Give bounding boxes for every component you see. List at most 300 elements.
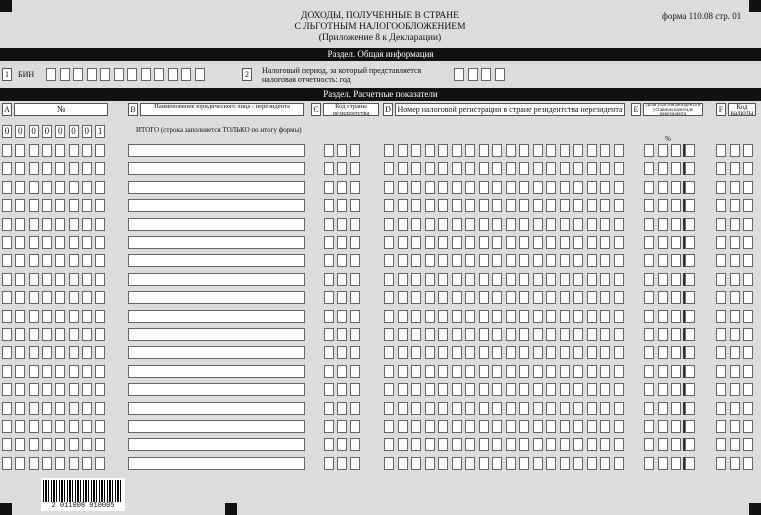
- country-code-cell[interactable]: [337, 438, 347, 451]
- registration-number-cell[interactable]: [384, 457, 394, 470]
- registration-number-cell[interactable]: [384, 273, 394, 286]
- registration-number-cell[interactable]: [452, 254, 462, 267]
- country-code-cell[interactable]: [324, 181, 334, 194]
- row-number-cell[interactable]: [82, 273, 92, 286]
- registration-number-cell[interactable]: [573, 383, 583, 396]
- row-number-cell[interactable]: [15, 365, 25, 378]
- registration-number-cell[interactable]: [546, 273, 556, 286]
- currency-code-cell[interactable]: [743, 420, 753, 433]
- registration-number-cell[interactable]: [600, 328, 610, 341]
- row-number-cell[interactable]: [2, 254, 12, 267]
- registration-number-cell[interactable]: [479, 144, 489, 157]
- country-code-cell[interactable]: [337, 457, 347, 470]
- registration-number-cell[interactable]: [438, 273, 448, 286]
- row-number-cell[interactable]: [2, 328, 12, 341]
- registration-number-cell[interactable]: [411, 383, 421, 396]
- country-code-cell[interactable]: [337, 328, 347, 341]
- share-percent-cell[interactable]: [685, 236, 695, 249]
- country-code-cell[interactable]: [350, 273, 360, 286]
- registration-number-cell[interactable]: [533, 310, 543, 323]
- registration-number-cell[interactable]: [533, 346, 543, 359]
- share-percent-cell[interactable]: [644, 144, 654, 157]
- currency-code-cell[interactable]: [730, 365, 740, 378]
- country-code-cell[interactable]: [324, 144, 334, 157]
- share-percent-cell[interactable]: [658, 162, 668, 175]
- row-number-cell[interactable]: [2, 218, 12, 231]
- registration-number-cell[interactable]: [465, 328, 475, 341]
- registration-number-cell[interactable]: [384, 438, 394, 451]
- currency-code-cell[interactable]: [743, 383, 753, 396]
- share-percent-cell[interactable]: [644, 457, 654, 470]
- row-number-cell[interactable]: [69, 402, 79, 415]
- bin-digit-cell[interactable]: [127, 68, 137, 81]
- registration-number-cell[interactable]: [452, 438, 462, 451]
- row-number-cell[interactable]: [55, 402, 65, 415]
- registration-number-cell[interactable]: [519, 273, 529, 286]
- row-number-cell[interactable]: [82, 218, 92, 231]
- row-number-cell[interactable]: [95, 310, 105, 323]
- nonresident-name-field[interactable]: [128, 218, 305, 231]
- registration-number-cell[interactable]: [465, 346, 475, 359]
- row-number-cell[interactable]: [15, 273, 25, 286]
- row-number-cell[interactable]: [2, 291, 12, 304]
- registration-number-cell[interactable]: [519, 218, 529, 231]
- currency-code-cell[interactable]: [743, 402, 753, 415]
- country-code-cell[interactable]: [337, 181, 347, 194]
- row-number-cell[interactable]: [55, 199, 65, 212]
- registration-number-cell[interactable]: [614, 402, 624, 415]
- row-number-cell[interactable]: [55, 457, 65, 470]
- share-percent-cell[interactable]: [685, 273, 695, 286]
- row-number-cell[interactable]: [95, 236, 105, 249]
- share-percent-cell[interactable]: [685, 402, 695, 415]
- registration-number-cell[interactable]: [600, 254, 610, 267]
- share-percent-cell[interactable]: [685, 328, 695, 341]
- registration-number-cell[interactable]: [398, 236, 408, 249]
- row-number-cell[interactable]: [42, 162, 52, 175]
- registration-number-cell[interactable]: [614, 162, 624, 175]
- registration-number-cell[interactable]: [506, 181, 516, 194]
- currency-code-cell[interactable]: [730, 236, 740, 249]
- registration-number-cell[interactable]: [600, 310, 610, 323]
- share-percent-cell[interactable]: [658, 291, 668, 304]
- share-percent-cell[interactable]: [658, 254, 668, 267]
- currency-code-cell[interactable]: [743, 199, 753, 212]
- share-percent-cell[interactable]: [644, 218, 654, 231]
- registration-number-cell[interactable]: [438, 328, 448, 341]
- registration-number-cell[interactable]: [384, 144, 394, 157]
- nonresident-name-field[interactable]: [128, 438, 305, 451]
- country-code-cell[interactable]: [324, 365, 334, 378]
- currency-code-cell[interactable]: [743, 291, 753, 304]
- registration-number-cell[interactable]: [546, 254, 556, 267]
- row-number-cell[interactable]: [2, 310, 12, 323]
- share-percent-cell[interactable]: [671, 402, 681, 415]
- row-number-cell[interactable]: [42, 236, 52, 249]
- registration-number-cell[interactable]: [438, 420, 448, 433]
- registration-number-cell[interactable]: [587, 383, 597, 396]
- row-number-cell[interactable]: [29, 144, 39, 157]
- registration-number-cell[interactable]: [492, 291, 502, 304]
- country-code-cell[interactable]: [324, 310, 334, 323]
- row-number-cell[interactable]: [95, 420, 105, 433]
- registration-number-cell[interactable]: [465, 144, 475, 157]
- share-percent-cell[interactable]: [644, 365, 654, 378]
- country-code-cell[interactable]: [337, 383, 347, 396]
- registration-number-cell[interactable]: [506, 310, 516, 323]
- country-code-cell[interactable]: [350, 402, 360, 415]
- row-number-cell[interactable]: [95, 254, 105, 267]
- country-code-cell[interactable]: [337, 365, 347, 378]
- currency-code-cell[interactable]: [730, 144, 740, 157]
- row-number-cell[interactable]: [55, 236, 65, 249]
- country-code-cell[interactable]: [337, 402, 347, 415]
- registration-number-cell[interactable]: [614, 218, 624, 231]
- registration-number-cell[interactable]: [614, 310, 624, 323]
- share-percent-cell[interactable]: [658, 181, 668, 194]
- registration-number-cell[interactable]: [438, 346, 448, 359]
- country-code-cell[interactable]: [350, 438, 360, 451]
- row-number-cell[interactable]: [2, 181, 12, 194]
- currency-code-cell[interactable]: [716, 199, 726, 212]
- registration-number-cell[interactable]: [519, 346, 529, 359]
- registration-number-cell[interactable]: [519, 291, 529, 304]
- registration-number-cell[interactable]: [425, 420, 435, 433]
- row-number-cell[interactable]: [2, 162, 12, 175]
- registration-number-cell[interactable]: [600, 383, 610, 396]
- share-percent-cell[interactable]: [671, 162, 681, 175]
- currency-code-cell[interactable]: [743, 218, 753, 231]
- registration-number-cell[interactable]: [465, 218, 475, 231]
- registration-number-cell[interactable]: [614, 346, 624, 359]
- row-number-cell[interactable]: [95, 402, 105, 415]
- registration-number-cell[interactable]: [506, 328, 516, 341]
- country-code-cell[interactable]: [350, 310, 360, 323]
- currency-code-cell[interactable]: [730, 438, 740, 451]
- registration-number-cell[interactable]: [425, 438, 435, 451]
- nonresident-name-field[interactable]: [128, 420, 305, 433]
- registration-number-cell[interactable]: [398, 365, 408, 378]
- share-percent-cell[interactable]: [658, 457, 668, 470]
- currency-code-cell[interactable]: [716, 310, 726, 323]
- row-number-cell[interactable]: [29, 254, 39, 267]
- registration-number-cell[interactable]: [587, 144, 597, 157]
- currency-code-cell[interactable]: [730, 218, 740, 231]
- registration-number-cell[interactable]: [546, 236, 556, 249]
- registration-number-cell[interactable]: [438, 365, 448, 378]
- country-code-cell[interactable]: [324, 199, 334, 212]
- row-number-cell[interactable]: [95, 218, 105, 231]
- registration-number-cell[interactable]: [425, 218, 435, 231]
- registration-number-cell[interactable]: [506, 273, 516, 286]
- nonresident-name-field[interactable]: [128, 383, 305, 396]
- registration-number-cell[interactable]: [533, 254, 543, 267]
- registration-number-cell[interactable]: [533, 365, 543, 378]
- row-number-cell[interactable]: [55, 181, 65, 194]
- share-percent-cell[interactable]: [644, 420, 654, 433]
- registration-number-cell[interactable]: [492, 218, 502, 231]
- bin-digit-cell[interactable]: [100, 68, 110, 81]
- registration-number-cell[interactable]: [506, 254, 516, 267]
- registration-number-cell[interactable]: [492, 457, 502, 470]
- registration-number-cell[interactable]: [560, 144, 570, 157]
- registration-number-cell[interactable]: [384, 236, 394, 249]
- registration-number-cell[interactable]: [425, 457, 435, 470]
- registration-number-cell[interactable]: [492, 438, 502, 451]
- row-number-cell[interactable]: [2, 402, 12, 415]
- registration-number-cell[interactable]: [587, 457, 597, 470]
- registration-number-cell[interactable]: [398, 346, 408, 359]
- row-number-cell[interactable]: [82, 162, 92, 175]
- row-number-cell[interactable]: [29, 310, 39, 323]
- registration-number-cell[interactable]: [438, 291, 448, 304]
- registration-number-cell[interactable]: [479, 346, 489, 359]
- share-percent-cell[interactable]: [658, 218, 668, 231]
- row-number-cell[interactable]: [82, 346, 92, 359]
- registration-number-cell[interactable]: [425, 402, 435, 415]
- row-number-cell[interactable]: [15, 420, 25, 433]
- share-percent-cell[interactable]: [644, 438, 654, 451]
- country-code-cell[interactable]: [337, 273, 347, 286]
- country-code-cell[interactable]: [324, 457, 334, 470]
- row-number-cell[interactable]: [69, 291, 79, 304]
- registration-number-cell[interactable]: [573, 144, 583, 157]
- row-number-cell[interactable]: [2, 144, 12, 157]
- registration-number-cell[interactable]: [438, 144, 448, 157]
- country-code-cell[interactable]: [337, 199, 347, 212]
- share-percent-cell[interactable]: [658, 402, 668, 415]
- registration-number-cell[interactable]: [492, 383, 502, 396]
- row-number-cell[interactable]: [29, 402, 39, 415]
- registration-number-cell[interactable]: [479, 273, 489, 286]
- registration-number-cell[interactable]: [479, 181, 489, 194]
- row-number-cell[interactable]: [95, 162, 105, 175]
- row-number-cell[interactable]: [82, 199, 92, 212]
- share-percent-cell[interactable]: [671, 310, 681, 323]
- row-number-cell[interactable]: [15, 310, 25, 323]
- registration-number-cell[interactable]: [452, 365, 462, 378]
- row-number-cell[interactable]: [15, 218, 25, 231]
- country-code-cell[interactable]: [337, 162, 347, 175]
- share-percent-cell[interactable]: [671, 181, 681, 194]
- row-number-cell[interactable]: [82, 310, 92, 323]
- registration-number-cell[interactable]: [573, 199, 583, 212]
- registration-number-cell[interactable]: [465, 383, 475, 396]
- registration-number-cell[interactable]: [438, 199, 448, 212]
- registration-number-cell[interactable]: [519, 402, 529, 415]
- registration-number-cell[interactable]: [425, 346, 435, 359]
- share-percent-cell[interactable]: [685, 181, 695, 194]
- registration-number-cell[interactable]: [479, 438, 489, 451]
- country-code-cell[interactable]: [337, 254, 347, 267]
- registration-number-cell[interactable]: [411, 438, 421, 451]
- registration-number-cell[interactable]: [519, 144, 529, 157]
- row-number-cell[interactable]: [82, 420, 92, 433]
- share-percent-cell[interactable]: [644, 310, 654, 323]
- registration-number-cell[interactable]: [384, 402, 394, 415]
- currency-code-cell[interactable]: [716, 346, 726, 359]
- registration-number-cell[interactable]: [425, 254, 435, 267]
- share-percent-cell[interactable]: [685, 254, 695, 267]
- registration-number-cell[interactable]: [519, 254, 529, 267]
- registration-number-cell[interactable]: [560, 328, 570, 341]
- registration-number-cell[interactable]: [452, 273, 462, 286]
- registration-number-cell[interactable]: [384, 420, 394, 433]
- registration-number-cell[interactable]: [452, 310, 462, 323]
- registration-number-cell[interactable]: [479, 365, 489, 378]
- currency-code-cell[interactable]: [743, 310, 753, 323]
- registration-number-cell[interactable]: [546, 310, 556, 323]
- currency-code-cell[interactable]: [743, 181, 753, 194]
- bin-digit-cell[interactable]: [73, 68, 83, 81]
- row-number-cell[interactable]: [2, 457, 12, 470]
- registration-number-cell[interactable]: [519, 310, 529, 323]
- registration-number-cell[interactable]: [452, 328, 462, 341]
- country-code-cell[interactable]: [350, 144, 360, 157]
- registration-number-cell[interactable]: [492, 162, 502, 175]
- registration-number-cell[interactable]: [438, 383, 448, 396]
- row-number-cell[interactable]: [42, 328, 52, 341]
- registration-number-cell[interactable]: [384, 383, 394, 396]
- share-percent-cell[interactable]: [644, 273, 654, 286]
- registration-number-cell[interactable]: [425, 328, 435, 341]
- country-code-cell[interactable]: [350, 181, 360, 194]
- registration-number-cell[interactable]: [560, 199, 570, 212]
- currency-code-cell[interactable]: [730, 402, 740, 415]
- registration-number-cell[interactable]: [465, 310, 475, 323]
- country-code-cell[interactable]: [350, 383, 360, 396]
- registration-number-cell[interactable]: [519, 438, 529, 451]
- bin-digit-cell[interactable]: [195, 68, 205, 81]
- registration-number-cell[interactable]: [465, 236, 475, 249]
- registration-number-cell[interactable]: [452, 199, 462, 212]
- registration-number-cell[interactable]: [519, 162, 529, 175]
- registration-number-cell[interactable]: [506, 402, 516, 415]
- row-number-cell[interactable]: [29, 457, 39, 470]
- row-number-cell[interactable]: [29, 346, 39, 359]
- row-number-cell[interactable]: [82, 254, 92, 267]
- registration-number-cell[interactable]: [533, 144, 543, 157]
- registration-number-cell[interactable]: [600, 218, 610, 231]
- currency-code-cell[interactable]: [716, 457, 726, 470]
- country-code-cell[interactable]: [337, 291, 347, 304]
- registration-number-cell[interactable]: [452, 144, 462, 157]
- registration-number-cell[interactable]: [398, 273, 408, 286]
- row-number-cell[interactable]: [2, 420, 12, 433]
- country-code-cell[interactable]: [324, 162, 334, 175]
- registration-number-cell[interactable]: [573, 218, 583, 231]
- registration-number-cell[interactable]: [384, 254, 394, 267]
- bin-digit-cell[interactable]: [60, 68, 70, 81]
- row-number-cell[interactable]: [2, 199, 12, 212]
- country-code-cell[interactable]: [324, 328, 334, 341]
- registration-number-cell[interactable]: [506, 457, 516, 470]
- registration-number-cell[interactable]: [573, 236, 583, 249]
- registration-number-cell[interactable]: [600, 365, 610, 378]
- share-percent-cell[interactable]: [658, 365, 668, 378]
- currency-code-cell[interactable]: [730, 181, 740, 194]
- row-number-cell[interactable]: [69, 457, 79, 470]
- row-number-cell[interactable]: [29, 218, 39, 231]
- row-number-cell[interactable]: [29, 420, 39, 433]
- registration-number-cell[interactable]: [573, 310, 583, 323]
- row-number-cell[interactable]: [55, 383, 65, 396]
- registration-number-cell[interactable]: [398, 218, 408, 231]
- registration-number-cell[interactable]: [438, 236, 448, 249]
- share-percent-cell[interactable]: [671, 346, 681, 359]
- tax-year-digit-cell[interactable]: [454, 68, 464, 81]
- registration-number-cell[interactable]: [600, 162, 610, 175]
- bin-digit-cell[interactable]: [181, 68, 191, 81]
- share-percent-cell[interactable]: [671, 273, 681, 286]
- row-number-cell[interactable]: [29, 365, 39, 378]
- registration-number-cell[interactable]: [506, 291, 516, 304]
- row-number-cell[interactable]: [82, 291, 92, 304]
- registration-number-cell[interactable]: [573, 402, 583, 415]
- registration-number-cell[interactable]: [600, 346, 610, 359]
- registration-number-cell[interactable]: [398, 310, 408, 323]
- registration-number-cell[interactable]: [465, 457, 475, 470]
- row-number-cell[interactable]: [95, 199, 105, 212]
- registration-number-cell[interactable]: [614, 181, 624, 194]
- registration-number-cell[interactable]: [398, 420, 408, 433]
- row-number-cell[interactable]: [29, 383, 39, 396]
- row-number-cell[interactable]: [2, 438, 12, 451]
- registration-number-cell[interactable]: [533, 383, 543, 396]
- share-percent-cell[interactable]: [644, 346, 654, 359]
- registration-number-cell[interactable]: [546, 402, 556, 415]
- row-number-cell[interactable]: [42, 383, 52, 396]
- registration-number-cell[interactable]: [492, 236, 502, 249]
- registration-number-cell[interactable]: [546, 420, 556, 433]
- registration-number-cell[interactable]: [398, 144, 408, 157]
- registration-number-cell[interactable]: [438, 181, 448, 194]
- registration-number-cell[interactable]: [506, 236, 516, 249]
- registration-number-cell[interactable]: [479, 291, 489, 304]
- country-code-cell[interactable]: [350, 420, 360, 433]
- registration-number-cell[interactable]: [587, 236, 597, 249]
- registration-number-cell[interactable]: [411, 254, 421, 267]
- country-code-cell[interactable]: [350, 254, 360, 267]
- nonresident-name-field[interactable]: [128, 236, 305, 249]
- registration-number-cell[interactable]: [587, 254, 597, 267]
- registration-number-cell[interactable]: [411, 144, 421, 157]
- registration-number-cell[interactable]: [398, 254, 408, 267]
- registration-number-cell[interactable]: [587, 181, 597, 194]
- registration-number-cell[interactable]: [479, 254, 489, 267]
- registration-number-cell[interactable]: [384, 218, 394, 231]
- registration-number-cell[interactable]: [533, 218, 543, 231]
- tax-year-digit-cell[interactable]: [468, 68, 478, 81]
- registration-number-cell[interactable]: [438, 438, 448, 451]
- registration-number-cell[interactable]: [492, 365, 502, 378]
- registration-number-cell[interactable]: [519, 420, 529, 433]
- share-percent-cell[interactable]: [685, 365, 695, 378]
- registration-number-cell[interactable]: [492, 328, 502, 341]
- country-code-cell[interactable]: [324, 218, 334, 231]
- registration-number-cell[interactable]: [411, 291, 421, 304]
- currency-code-cell[interactable]: [716, 181, 726, 194]
- row-number-cell[interactable]: [29, 236, 39, 249]
- registration-number-cell[interactable]: [492, 181, 502, 194]
- row-number-cell[interactable]: [82, 328, 92, 341]
- registration-number-cell[interactable]: [600, 438, 610, 451]
- registration-number-cell[interactable]: [587, 310, 597, 323]
- row-number-cell[interactable]: [2, 365, 12, 378]
- currency-code-cell[interactable]: [730, 346, 740, 359]
- bin-digit-cell[interactable]: [46, 68, 56, 81]
- registration-number-cell[interactable]: [519, 199, 529, 212]
